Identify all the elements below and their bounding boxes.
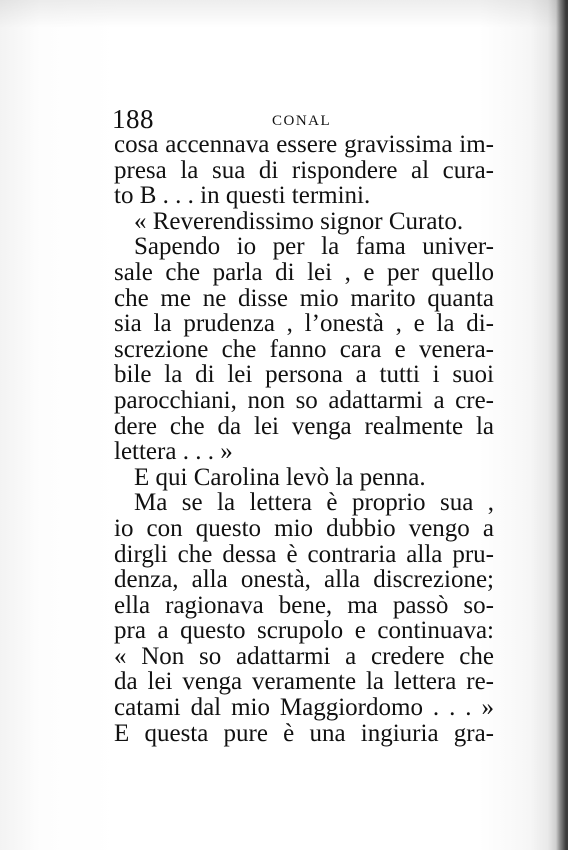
text-line: io con questo mio dubbio vengo a (114, 514, 494, 542)
text-line: che me ne disse mio marito quanta (114, 284, 494, 312)
text-line: sia la prudenza , l’onestà , e la di- (114, 310, 494, 338)
text-line: screzione che fanno cara e venera- (114, 335, 494, 363)
page-shadow (0, 0, 568, 28)
text-line: cosa accennava essere gravissima im- (114, 131, 494, 158)
text-line: lettera . . . » (114, 438, 233, 466)
text-line: Sapendo io per la fama univer- (134, 233, 494, 261)
text-line: dirgli che dessa è contraria alla pru- (114, 540, 494, 568)
text-line: pra a questo scrupolo e continuava: (114, 617, 494, 645)
text-line: da lei venga veramente la lettera re- (114, 668, 494, 696)
body-text (114, 132, 494, 746)
text-line: dere che da lei venga realmente la (114, 412, 494, 440)
text-line: to B . . . in questi termini. (114, 182, 371, 210)
text-line: denza, alla onestà, alla discrezione; (114, 566, 494, 594)
text-line: E qui Carolina levò la penna. (134, 463, 426, 491)
text-line: presa la sua di rispondere al cura- (114, 156, 494, 184)
text-line: parocchiani, non so adattarmi a cre- (114, 386, 494, 414)
text-line: ella ragionava bene, ma passò so- (114, 591, 494, 619)
text-line: bile la di lei persona a tutti i suoi (114, 361, 494, 389)
text-line: « Reverendissimo signor Curato. (134, 207, 464, 235)
text-line: « Non so adattarmi a credere che (114, 642, 494, 670)
text-line: Ma se la lettera è proprio sua , (134, 489, 494, 517)
text-line: catami dal mio Maggiordomo . . . » (114, 694, 494, 722)
text-line: E questa pure è una ingiuria gra- (114, 719, 494, 747)
page-number: 188 (112, 104, 154, 134)
text-line: sale che parla di lei , e per quello (114, 258, 494, 286)
running-title: CONAL (272, 113, 332, 129)
